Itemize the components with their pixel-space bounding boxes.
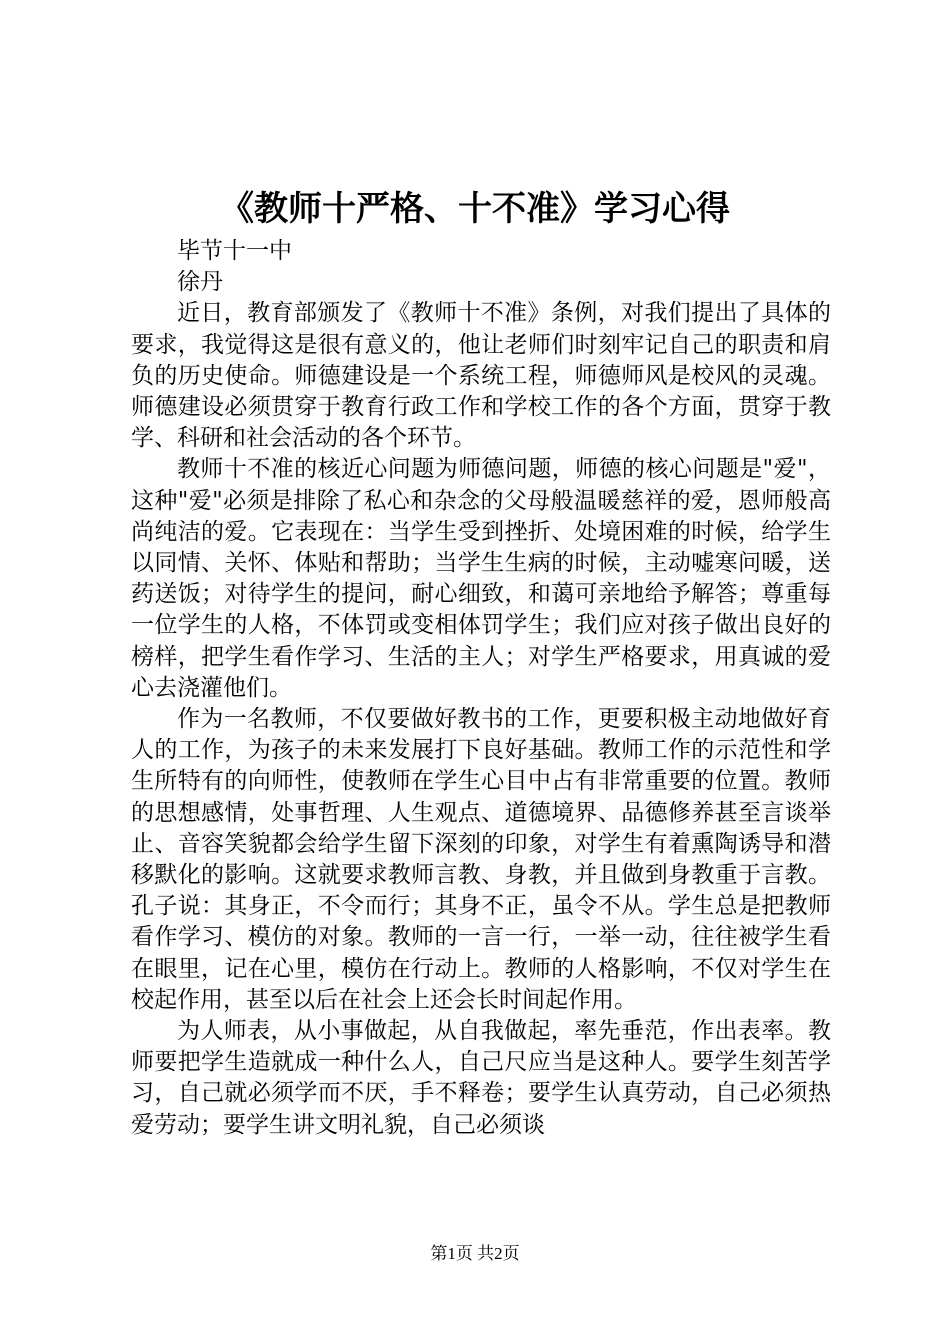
document-body xyxy=(131,236,831,1141)
paragraph-1: 近日，教育部颁发了《教师十不准》条例，对我们提出了具体的要求，我觉得这是很有意义的，他让老师们时刻牢记自己的职责和肩负的历史使命。师德建设是一个系统工程，师德师风是校风的灵魂。师德建设必须贯穿于教育行政工作和学校工作的各个方面，贯穿于教学、科研和社会活动的各个环节。 xyxy=(131,300,831,452)
school-name: 毕节十一中 xyxy=(177,238,292,264)
author-name: 徐丹 xyxy=(177,269,223,296)
page-footer: 第1页 共2页 xyxy=(430,1244,520,1263)
paragraph-4: 为人师表，从小事做起，从自我做起，率先垂范，作出表率。教师要把学生造就成一种什么人，自己尺应当是这种人。要学生刻苦学习，自己就必须学而不厌，手不释卷；要学生认真劳动，自己必须热爱劳动；要学生讲文明礼貌，自己必须谈 xyxy=(131,1018,831,1138)
paragraph-3: 作为一名教师，不仅要做好教书的工作，更要积极主动地做好育人的工作，为孩子的未来发展打下良好基础。教师工作的示范性和学生所特有的向师性，使教师在学生心目中占有非常重要的位置。教师的思想感情，处事哲理、人生观点、道德境界、品德修养甚至言谈举止、音容笑貌都会给学生留下深刻的印象，对学生有着熏陶诱导和潜移默化的影响。这就要求教师言教、身教，并且做到身教重于言教。孔子说：其身正，不令而行；其身不正，虽令不从。学生总是把教师看作学习、模仿的对象。教师的一言一行，一举一动，往往被学生看在眼里，记在心里，模仿在行动上。教师的人格影响，不仅对学生在校起作用，甚至以后在社会上还会长时间起作用。 xyxy=(131,706,831,1013)
paragraph-2: 教师十不准的核近心问题为师德问题，师德的核心问题是"爱"，这种"爱"必须是排除了私心和杂念的父母般温暖慈祥的爱，恩师般高尚纯洁的爱。它表现在：当学生受到挫折、处境困难的时候，给学生以同情、关怀、体贴和帮助；当学生生病的时候，主动嘘寒问暖，送药送饭；对待学生的提问，耐心细致，和蔼可亲地给予解答；尊重每一位学生的人格，不体罚或变相体罚学生；我们应对孩子做出良好的榜样，把学生看作学习、生活的主人；对学生严格要求，用真诚的爱心去浇灌他们。 xyxy=(131,456,831,701)
document-title: 《教师十严格、十不准》学习心得 xyxy=(220,189,730,229)
